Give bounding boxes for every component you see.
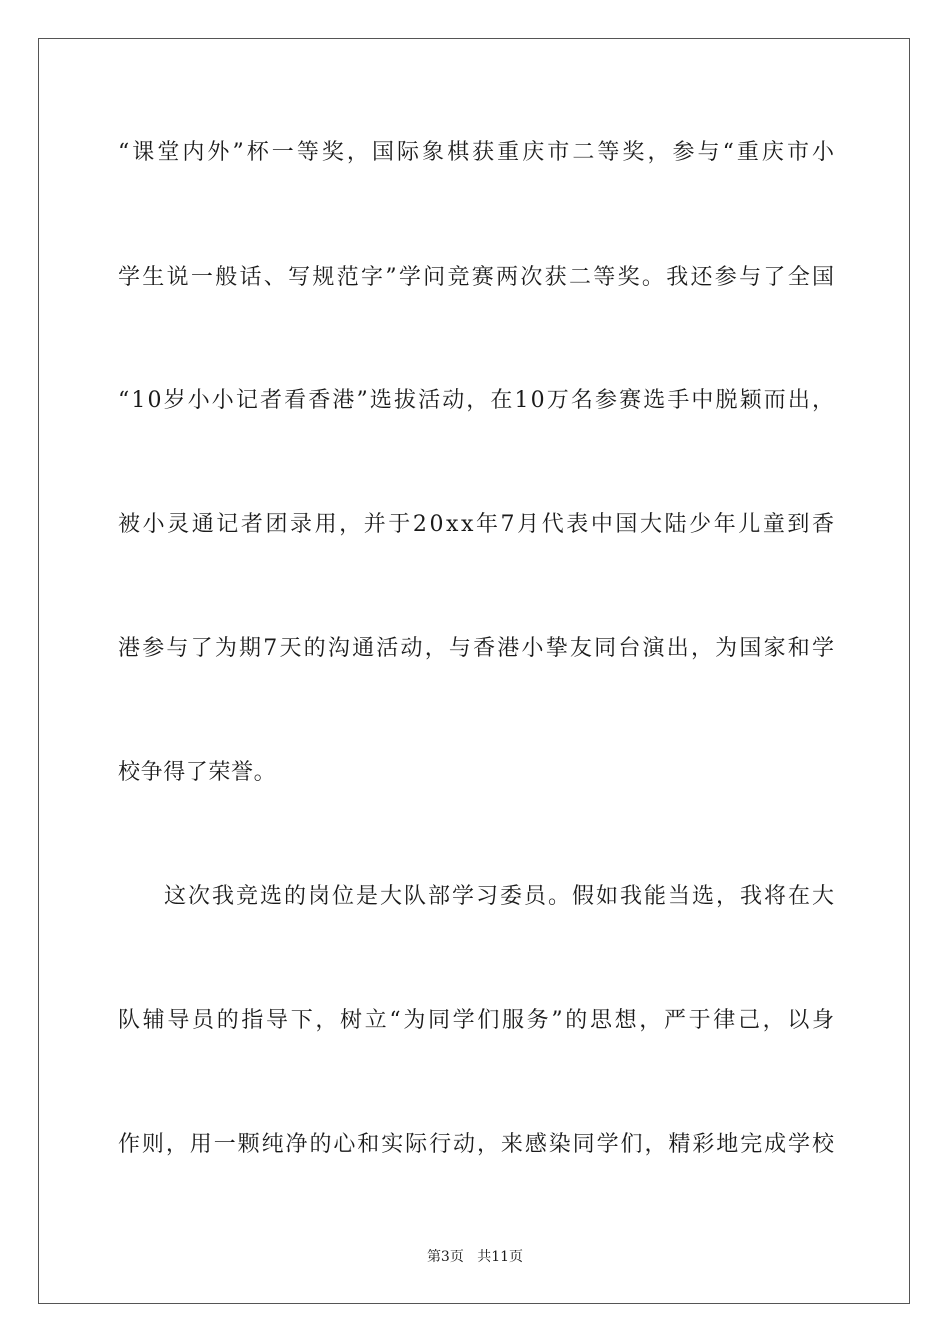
footer-spacer — [464, 1249, 477, 1265]
page-border — [38, 38, 910, 1304]
text-line: 学生说一般话、写规范字”学问竞赛两次获二等奖。我还参与了全国 — [118, 265, 837, 290]
text-line: “课堂内外”杯一等奖，国际象棋获重庆市二等奖，参与“重庆市小 — [118, 140, 838, 165]
page-footer — [0, 1247, 950, 1267]
text-line: 作则，用一颗纯净的心和实际行动，来感染同学们，精彩地完成学校 — [118, 1132, 836, 1157]
text-line: 港参与了为期7天的沟通活动，与香港小挚友同台演出，为国家和学 — [118, 636, 837, 661]
text-line: “10岁小小记者看香港”选拔活动，在10万名参赛选手中脱颖而出， — [118, 388, 837, 413]
text-line: 被小灵通记者团录用，并于20xx年7月代表中国大陆少年儿童到香 — [118, 512, 837, 537]
text-line: 校争得了荣誉。 — [118, 760, 277, 785]
paragraph-first-line: 这次我竞选的岗位是大队部学习委员。假如我能当选，我将在大 — [164, 884, 836, 909]
text-line: 队辅导员的指导下，树立“为同学们服务”的思想，严于律己，以身 — [118, 1008, 837, 1033]
page-total: 共11页 — [477, 1249, 524, 1265]
page-number: 第3页 — [426, 1249, 464, 1265]
